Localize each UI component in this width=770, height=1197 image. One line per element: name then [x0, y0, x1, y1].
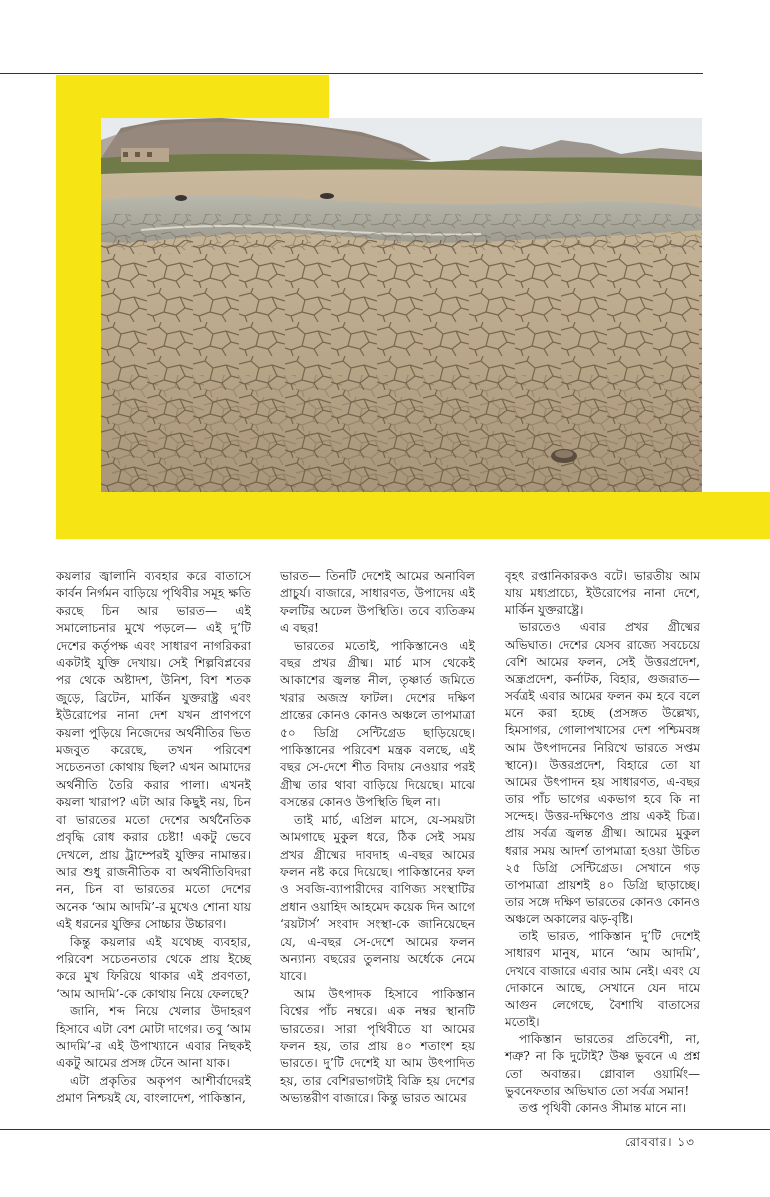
- paragraph: পাকিস্তান ভারতের প্রতিবেশী, না, শত্রু? না কি দুটোই? উষ্ণ ভুবনে এ প্রশ্ন তো অবান্তর। গ্লোবাল ওয়ার্মিং— ভুবনেফতার অভিঘাত তো সর্বত্র সমান!: [505, 1032, 700, 1098]
- paragraph: তপ্ত পৃথিবী কোনও সীমান্ত মানে না।: [519, 1100, 686, 1115]
- paragraph: ভারতের মতোই, পাকিস্তানেও এই বছর প্রখর গ্রীষ্ম। মার্চ মাস থেকেই আকাশের জ্বলন্ত নীল, তৃষ্ণার্ত জমিতে খরার অজস্র ফাটল। দেশের দক্ষিণ প্রান্তের কোনও কোনও অঞ্চলে তাপমাত্রা ৫০ ডিগ্রি সেন্টিগ্রেড ছাড়িয়েছে। পাকিস্তানের পরিবেশ মন্ত্রক বলছে, এই বছর সে-দেশে শীত বিদায় নেওয়ার পরই গ্রীষ্ম তার থাবা বাড়িয়ে দিয়েছে। মাঝে বসন্তের কোনও উপস্থিতি ছিল না।: [280, 638, 475, 810]
- article-column-1: [56, 568, 251, 1108]
- drought-cracked-earth-photo: [101, 118, 702, 492]
- paragraph: এটা প্রকৃতির অকৃপণ আশীর্বাদেরই প্রমাণ নিশ্চয়ই যে, বাংলাদেশ, পাকিস্তান,: [56, 1073, 251, 1106]
- yellow-accent-band: [56, 492, 770, 539]
- article-column-2: [280, 568, 475, 1108]
- paragraph: ভারতেও এবার প্রখর গ্রীষ্মের অভিঘাত। দেশের যেসব রাজ্যে সবচেয়ে বেশি আমের ফলন, সেই উত্তরপ্রদেশ, অন্ধ্রপ্রদেশ, কর্নাটক, বিহার, গুজরাত— সর্বত্রই এবার আমের ফলন কম হবে বলে মনে করা হচ্ছে (প্রসঙ্গত উল্লেখ্য, হিমসাগর, গোলাপখাসের দেশ পশ্চিমবঙ্গ আম উৎপাদনের নিরিখে ভারতে সপ্তম স্থানে)। উত্তরপ্রদেশ, বিহারে তো যা আমের উৎপাদন হয় সাধারণত, এ-বছর তার পাঁচ ভাগের একভাগ হবে কি না সন্দেহ। উত্তর-দক্ষিণেও প্রায় একই চিত্র। প্রায় সর্বত্র জ্বলন্ত গ্রীষ্ম। আমের মুকুল ধরার সময় আদর্শ তাপমাত্রা হওয়া উচিত ২৫ ডিগ্রি সেন্টিগ্রেড। সেখানে গড় তাপমাত্রা প্রায়শই ৪০ ডিগ্রি ছাড়াচ্ছে। তার সঙ্গে দক্ষিণ ভারতের কোনও কোনও অঞ্চলে অকালের ঝড়-বৃষ্টি।: [505, 620, 700, 927]
- paragraph: কিন্তু কয়লার এই যথেচ্ছ ব্যবহার, পরিবেশ সচেতনতার থেকে প্রায় ইচ্ছে করে মুখ ফিরিয়ে থাকার এই প্রবণতা, ‘আম আদমি’-কে কোথায় নিয়ে ফেলছে?: [56, 934, 251, 1001]
- paragraph: জানি, শব্দ নিয়ে খেলার উদাহরণ হিসাবে এটা বেশ মোটা দাগের। তবু ‘আম আদমি’-র এই উপাখ্যানে এবার নিছকই একটু আমের প্রসঙ্গ টেনে আনা যাক।: [56, 1004, 251, 1071]
- paragraph: ভারত— তিনটি দেশেই আমের অনাবিল প্রাচুর্য। বাজারে, সাধারণত, উপাদেয় এই ফলটির অঢেল উপস্থিতি। তবে ব্যতিক্রম এ বছর!: [280, 569, 475, 636]
- bottom-rule: [0, 1129, 770, 1130]
- paragraph: আম উৎপাদক হিসাবে পাকিস্তান বিশ্বের পাঁচ নম্বরে। এক নম্বর স্থানটি ভারতের। সারা পৃথিবীতে যা আমের ফলন হয়, তার প্রায় ৪০ শতাংশ হয় ভারতে। দু’টি দেশেই যা আম উৎপাদিত হয়, তার বেশিরভাগটাই বিক্রি হয় দেশের অভ্যন্তরীণ বাজারে। কিন্তু ভারত আমের: [280, 986, 475, 1106]
- paragraph: বৃহৎ রপ্তানিকারকও বটে। ভারতীয় আম যায় মধ্যপ্রাচ্যে, ইউরোপের নানা দেশে, মার্কিন যুক্তরাষ্ট্রে।: [505, 569, 700, 618]
- article-column-3: [505, 568, 700, 1117]
- paragraph: তাই ভারত, পাকিস্তান দু’টি দেশেই সাধারণ মানুষ, মানে ‘আম আদমি’, দেখবে বাজারে এবার আম নেই। এবং যে দোকানে আছে, সেখানে যেন দামে আগুন লেগেছে, বৈশাখি বাতাসের মতোই।: [505, 929, 700, 1030]
- page-folio: রোববার। ১৩: [624, 1135, 695, 1149]
- paragraph: কয়লার জ্বালানি ব্যবহার করে বাতাসে কার্বন নির্গমন বাড়িয়ে পৃথিবীর সমূহ ক্ষতি করছে চিন আর ভারত— এই সমালোচনার মুখে পড়লে— এই দু’টি দেশের কর্তৃপক্ষ এবং সাধারণ নাগরিকরা একটাই যুক্তি দেখায়। সেই শিল্পবিপ্লবের পর থেকে অষ্টাদশ, উনিশ, বিশ শতক জুড়ে, ব্রিটেন, মার্কিন যুক্তরাষ্ট্র এবং ইউরোপের নানা দেশ যখন প্রাণপণে কয়লা পুড়িয়ে নিজেদের অর্থনীতির ভিত মজবুত করেছে, তখন পরিবেশ সচেতনতা কোথায় ছিল? এখন আমাদের অর্থনীতি তৈরি করার পালা। এখনই কয়লা খারাপ? এটা আর কিছুই নয়, চিন বা ভারতের মতো দেশের অর্থনৈতিক প্রবৃদ্ধি রোধ করার চেষ্টা! একটু ভেবে দেখলে, প্রায় ট্রাম্পেরই যুক্তির নামান্তর। আর শুধু রাজনীতিক বা অর্থনীতিবিদরা নন, চিন বা ভারতের মতো দেশের অনেক ‘আম আদমি’-র মুখেও শোনা যায় এই ধরনের যুক্তির সোচ্চার উচ্চারণ।: [56, 569, 251, 932]
- paragraph: তাই মার্চ, এপ্রিল মাসে, যে-সময়টা আমগাছে মুকুল ধরে, ঠিক সেই সময় প্রখর গ্রীষ্মের দাবদাহ এ-বছর আমের ফলন নষ্ট করে দিয়েছে। পাকিস্তানের ফল ও সবজি-ব্যাপারীদের বাণিজ্য সংস্থাটির প্রধান ওয়াহিদ আহমেদ কয়েক দিন আগে ‘রয়টার্স’ সংবাদ সংস্থা-কে জানিয়েছেন যে, এ-বছর সে-দেশে আমের ফলন অন্যান্য বছরের তুলনায় অর্ধেকে নেমে যাবে।: [280, 812, 475, 984]
- top-rule: [0, 73, 703, 74]
